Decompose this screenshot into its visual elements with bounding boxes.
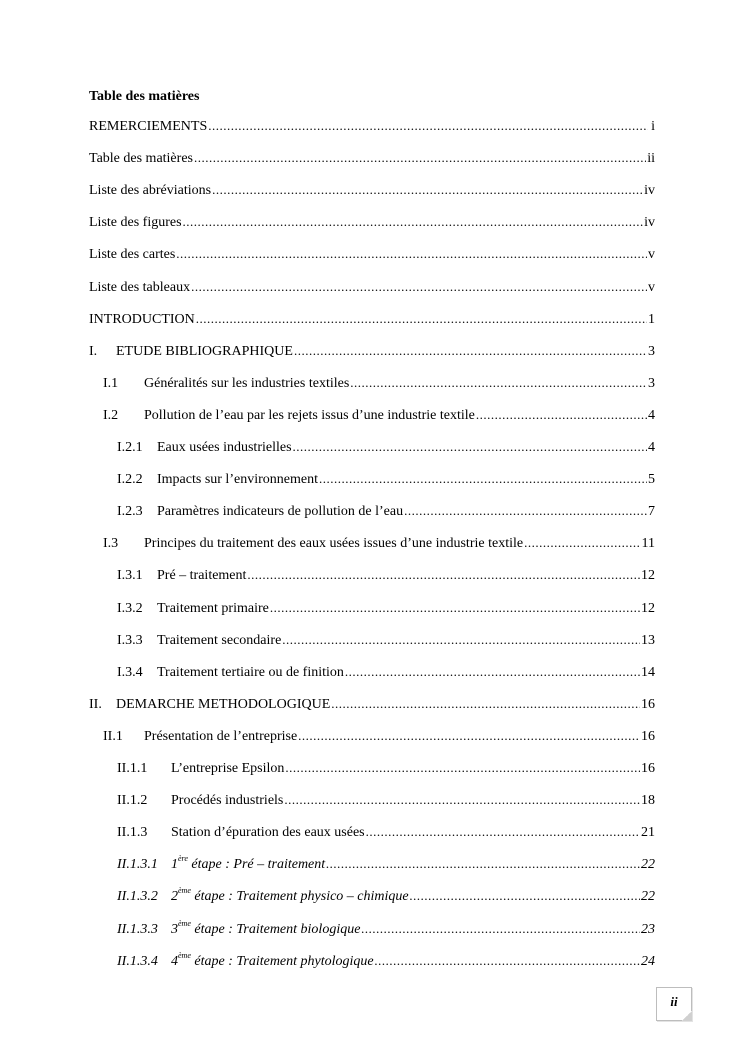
page-fold-icon xyxy=(682,1011,692,1021)
toc-entry-title: INTRODUCTION xyxy=(89,312,195,327)
toc-entry-page: 12 xyxy=(641,568,655,583)
toc-dot-leader xyxy=(345,663,640,681)
toc-entry-page: iv xyxy=(644,215,655,230)
toc-dot-leader xyxy=(319,470,647,488)
toc-dot-leader xyxy=(294,342,647,360)
toc-dot-leader xyxy=(404,502,647,520)
toc-entry-page: 3 xyxy=(648,376,655,391)
toc-dot-leader xyxy=(293,438,647,456)
toc-entry-ordinal: 2 xyxy=(171,889,178,904)
toc-entry-number: II.1.3 xyxy=(117,825,148,840)
toc-entry-number: I.2.2 xyxy=(117,472,143,487)
toc-entry[interactable] xyxy=(89,181,655,199)
toc-entry[interactable] xyxy=(117,759,655,777)
toc-dot-leader xyxy=(331,695,640,713)
toc-entry-title: Table des matières xyxy=(89,151,193,166)
toc-entry-page: 16 xyxy=(641,761,655,776)
toc-entry-page: ii xyxy=(647,151,655,166)
toc-entry-page: 3 xyxy=(648,344,655,359)
toc-entry-page: 5 xyxy=(648,472,655,487)
toc-entry-title-text: étape : Traitement biologique xyxy=(190,922,361,937)
toc-dot-leader xyxy=(361,920,640,938)
toc-dot-leader xyxy=(270,599,640,617)
toc-entry[interactable] xyxy=(117,438,655,456)
toc-dot-leader xyxy=(183,213,644,231)
toc-entry-number: II.1.3.1 xyxy=(117,857,158,872)
toc-entry-title: ETUDE BIBLIOGRAPHIQUE xyxy=(116,344,293,359)
toc-entry-title: Traitement secondaire xyxy=(157,633,282,648)
toc-entry-page: 1 xyxy=(648,312,655,327)
toc-entry-title: Principes du traitement des eaux usées issues d’une industrie textile xyxy=(144,536,524,551)
toc-entry-title: Procédés industriels xyxy=(171,793,284,808)
toc-entry-page: 4 xyxy=(648,408,655,423)
toc-entry-page: 4 xyxy=(648,440,655,455)
toc-dot-leader xyxy=(298,727,640,745)
toc-entry-ordinal: 1 xyxy=(171,857,178,872)
toc-entry-number: I.3.4 xyxy=(117,665,143,680)
toc-entry-title: Traitement tertiaire ou de finition xyxy=(157,665,344,680)
toc-entry-number: I.3.2 xyxy=(117,601,143,616)
page-number-tag xyxy=(656,987,692,1021)
toc-entry[interactable] xyxy=(89,117,655,135)
toc-entry-title: Impacts sur l’environnement xyxy=(157,472,318,487)
toc-entry[interactable] xyxy=(103,406,655,424)
toc-entry-title: Liste des figures xyxy=(89,215,182,230)
toc-entry-ordinal: 3 xyxy=(171,922,178,937)
toc-entry-title: Liste des abréviations xyxy=(89,183,212,198)
toc-entry[interactable] xyxy=(89,213,655,231)
toc-entry-title xyxy=(171,888,409,906)
toc-entry[interactable] xyxy=(117,566,655,584)
toc-entry[interactable] xyxy=(89,695,655,713)
toc-entry[interactable] xyxy=(117,952,655,970)
toc-entry-page: 12 xyxy=(641,601,655,616)
toc-dot-leader xyxy=(410,887,640,905)
toc-entry-page: i xyxy=(651,119,655,134)
toc-entry-page: 22 xyxy=(641,857,655,872)
toc-entry-number: II. xyxy=(89,697,102,712)
toc-entry-ordinal: 4 xyxy=(171,954,178,969)
toc-entry[interactable] xyxy=(89,245,655,263)
toc-entry-page: 22 xyxy=(641,889,655,904)
toc-entry-title-text: étape : Traitement physico – chimique xyxy=(190,889,409,904)
toc-entry[interactable] xyxy=(117,791,655,809)
toc-entry-ordinal-suffix: ème xyxy=(178,886,191,895)
toc-entry-page: 23 xyxy=(641,922,655,937)
toc-entry-title: Liste des tableaux xyxy=(89,280,191,295)
toc-entry-page: 14 xyxy=(641,665,655,680)
toc-entry[interactable] xyxy=(117,920,655,938)
toc-entry-number: II.1.3.3 xyxy=(117,922,158,937)
toc-entry[interactable] xyxy=(117,599,655,617)
toc-entry-ordinal-suffix: ère xyxy=(178,854,188,863)
toc-dot-leader xyxy=(284,791,640,809)
toc-entry-title: Liste des cartes xyxy=(89,247,176,262)
toc-entry[interactable] xyxy=(103,374,655,392)
toc-dot-leader xyxy=(282,631,640,649)
toc-dot-leader xyxy=(285,759,640,777)
toc-entry-number: I.3.3 xyxy=(117,633,143,648)
toc-entry-number: II.1.2 xyxy=(117,793,148,808)
toc-entry[interactable] xyxy=(117,470,655,488)
toc-entry-title: Station d’épuration des eaux usées xyxy=(171,825,365,840)
toc-entry[interactable] xyxy=(103,727,655,745)
toc-entry-page: 24 xyxy=(641,954,655,969)
toc-entry[interactable] xyxy=(117,823,655,841)
toc-entry[interactable] xyxy=(89,310,655,328)
toc-entry-page: 16 xyxy=(641,729,655,744)
toc-entry-number: II.1.3.2 xyxy=(117,889,158,904)
toc-entry-title: Pollution de l’eau par les rejets issus d’une industrie textile xyxy=(144,408,475,423)
toc-entry-title: L’entreprise Epsilon xyxy=(171,761,285,776)
toc-entry-number: II.1.3.4 xyxy=(117,954,158,969)
toc-entry-page: v xyxy=(648,280,655,295)
toc-entry[interactable] xyxy=(89,278,655,296)
toc-entry-page: v xyxy=(648,247,655,262)
toc-entry-number: I.2.3 xyxy=(117,504,143,519)
page-number-label: ii xyxy=(670,994,678,1009)
toc-entry-title: Traitement primaire xyxy=(157,601,269,616)
toc-entry-ordinal-suffix: ème xyxy=(178,919,191,928)
toc-entry-number: II.1 xyxy=(103,729,123,744)
toc-entry[interactable] xyxy=(117,855,655,873)
toc-dot-leader xyxy=(524,534,640,552)
toc-entry-title: DEMARCHE METHODOLOGIQUE xyxy=(116,697,331,712)
toc-dot-leader xyxy=(212,181,643,199)
toc-dot-leader xyxy=(194,149,646,167)
toc-entry-number: I.2.1 xyxy=(117,440,143,455)
toc-entry-number: I. xyxy=(89,344,98,359)
toc-entry[interactable] xyxy=(89,342,655,360)
toc-entry-number: I.2 xyxy=(103,408,119,423)
toc-entry-title: REMERCIEMENTS xyxy=(89,119,208,134)
toc-entry[interactable] xyxy=(117,663,655,681)
toc-entry-number: I.3 xyxy=(103,536,119,551)
toc-dot-leader xyxy=(191,278,647,296)
toc-entry-number: I.3.1 xyxy=(117,568,143,583)
toc-entry[interactable] xyxy=(117,887,655,905)
toc-entry-title: Généralités sur les industries textiles xyxy=(144,376,350,391)
toc-entry-title-text: étape : Traitement phytologique xyxy=(190,954,374,969)
toc-entry[interactable] xyxy=(117,631,655,649)
toc-dot-leader xyxy=(326,855,640,873)
toc-dot-leader xyxy=(476,406,647,424)
toc-entry[interactable] xyxy=(103,534,655,552)
toc-entry-title xyxy=(171,921,360,939)
toc-entry-ordinal-suffix: ème xyxy=(178,951,191,960)
toc-entry-page: 18 xyxy=(641,793,655,808)
toc-heading: Table des matières xyxy=(89,89,200,104)
toc-entry-page: 13 xyxy=(641,633,655,648)
toc-entry-page: 7 xyxy=(648,504,655,519)
toc-entry-title-text: étape : Pré – traitement xyxy=(187,857,326,872)
toc-entry-title: Pré – traitement xyxy=(157,568,247,583)
toc-entry-title: Paramètres indicateurs de pollution de l’eau xyxy=(157,504,404,519)
toc-dot-leader xyxy=(366,823,640,841)
toc-entry[interactable] xyxy=(117,502,655,520)
toc-dot-leader xyxy=(375,952,640,970)
toc-entry-title xyxy=(171,953,374,971)
toc-entry-title xyxy=(171,856,325,874)
toc-dot-leader xyxy=(208,117,648,135)
toc-dot-leader xyxy=(196,310,647,328)
toc-entry[interactable] xyxy=(89,149,655,167)
toc-entry-title: Présentation de l’entreprise xyxy=(144,729,298,744)
toc-entry-page: 11 xyxy=(641,536,655,551)
toc-entry-number: I.1 xyxy=(103,376,119,391)
toc-entry-page: 16 xyxy=(641,697,655,712)
toc-dot-leader xyxy=(247,566,640,584)
toc-dot-leader xyxy=(350,374,647,392)
toc-entry-page: 21 xyxy=(641,825,655,840)
toc-dot-leader xyxy=(176,245,647,263)
toc-entry-number: II.1.1 xyxy=(117,761,148,776)
toc-entry-page: iv xyxy=(644,183,655,198)
toc-entry-title: Eaux usées industrielles xyxy=(157,440,292,455)
